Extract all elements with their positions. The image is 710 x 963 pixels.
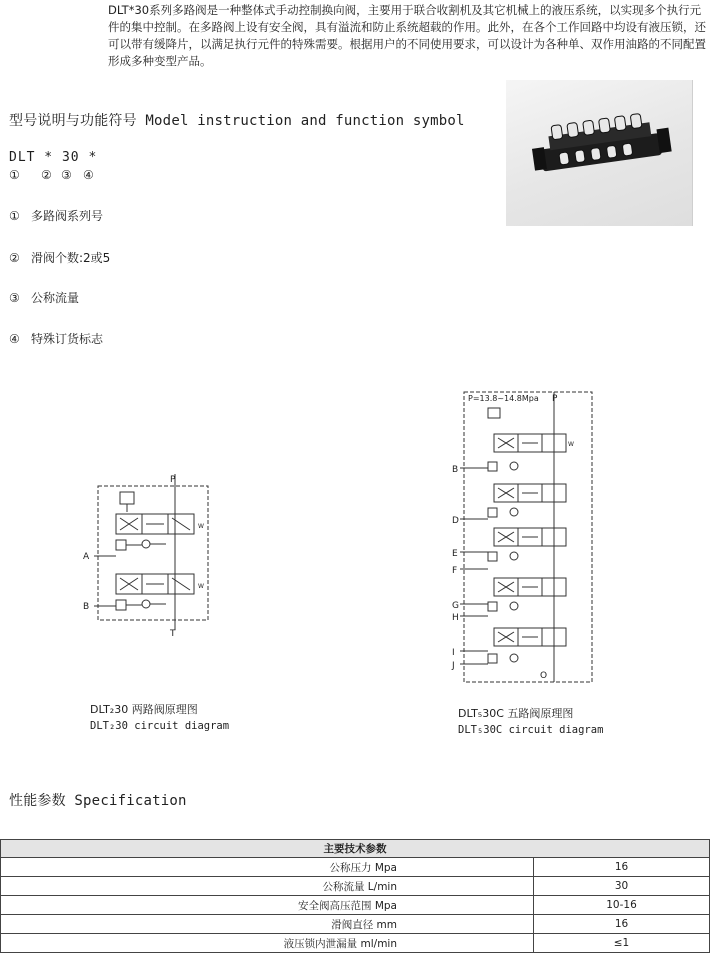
code-mark-4: ④: [83, 168, 94, 182]
spec-table-title-row: [1, 840, 710, 858]
spec-section-heading: 性能参数 Specification: [9, 793, 187, 809]
item-text: 公称流量: [31, 291, 80, 305]
table-row: [1, 858, 710, 877]
two-way-caption-en: DLT₂30 circuit diagram: [90, 720, 230, 732]
spec-param: 安全阀高压范围 Mpa: [1, 896, 534, 915]
port-label-a: A: [83, 552, 90, 562]
port-label-j: J: [452, 661, 455, 671]
spec-param: 液压锁内泄漏量 ml/min: [1, 934, 534, 953]
spec-param: 公称流量 L/min: [1, 877, 534, 896]
two-way-circuit-diagram: [80, 470, 220, 640]
port-label-b: B: [452, 465, 459, 475]
spec-value: 16: [534, 915, 710, 934]
port-label-p: P: [170, 475, 176, 485]
model-item-1: [9, 207, 103, 224]
table-row: [1, 896, 710, 915]
model-code: DLT * 30 *: [9, 150, 98, 165]
spec-value: 10-16: [534, 896, 710, 915]
port-label-d: D: [452, 516, 459, 526]
spring-label: W: [198, 523, 204, 530]
port-label-h: H: [452, 613, 459, 623]
valve-block-image: [506, 80, 692, 226]
item-text: 滑阀个数:2或5: [31, 251, 111, 265]
intro-paragraph: DLT*30系列多路阀是一种整体式手动控制换向阀，主要用于联合收割机及其它机械上的液压系统，以实现多个执行元件的集中控制。在多路阀上设有安全阀，具有溢流和防止系统超载的作用。此外，在各个工作回路中均设有液压锁，还可以带有缓降片，以满足执行元件的特殊需要。根据用户的不同使用要求，可以设计为各种单、双作用油路的不同配置形成多种变型产品。: [108, 3, 706, 68]
port-label-i: I: [452, 648, 455, 658]
item-number: ①: [9, 209, 20, 223]
item-text: 特殊订货标志: [31, 332, 104, 346]
port-label-f: F: [452, 566, 458, 576]
spec-value: 16: [534, 858, 710, 877]
code-mark-1: ①: [9, 168, 20, 182]
spring-label: W: [568, 441, 574, 448]
code-mark-3: ③: [61, 168, 72, 182]
port-label-g: G: [452, 601, 459, 611]
two-way-caption-cn: DLT₂30 两路阀原理图: [90, 703, 198, 716]
port-label-b: B: [83, 602, 90, 612]
port-label-t: T: [170, 629, 176, 639]
model-item-2: [9, 249, 110, 266]
spec-param: 滑阀直径 mm: [1, 915, 534, 934]
item-number: ②: [9, 251, 20, 265]
five-way-caption-cn: DLT₅30C 五路阀原理图: [458, 707, 574, 720]
product-photo: [506, 80, 693, 226]
table-row: [1, 915, 710, 934]
spec-table-title: 主要技术参数: [1, 840, 710, 858]
five-way-caption-en: DLT₅30C circuit diagram: [458, 724, 604, 736]
port-label-e: E: [452, 549, 458, 559]
spec-table: [0, 839, 710, 953]
port-label-o: O: [540, 671, 548, 681]
model-item-3: [9, 289, 79, 306]
model-section-heading: 型号说明与功能符号 Model instruction and function symbol: [9, 113, 465, 129]
spec-value: 30: [534, 877, 710, 896]
pressure-range-label: P=13.8~14.8Mpa: [468, 394, 539, 403]
table-row: [1, 877, 710, 896]
item-number: ④: [9, 332, 20, 346]
spec-param: 公称压力 Mpa: [1, 858, 534, 877]
port-label-p: P: [552, 394, 558, 404]
code-mark-2: ②: [41, 168, 52, 182]
spec-value: ≤1: [534, 934, 710, 953]
item-text: 多路阀系列号: [31, 209, 104, 223]
model-item-4: [9, 330, 103, 347]
model-code-marks: [9, 168, 119, 184]
table-row: [1, 934, 710, 953]
spring-label: W: [198, 583, 204, 590]
five-way-circuit-diagram: [450, 388, 600, 686]
item-number: ③: [9, 291, 20, 305]
